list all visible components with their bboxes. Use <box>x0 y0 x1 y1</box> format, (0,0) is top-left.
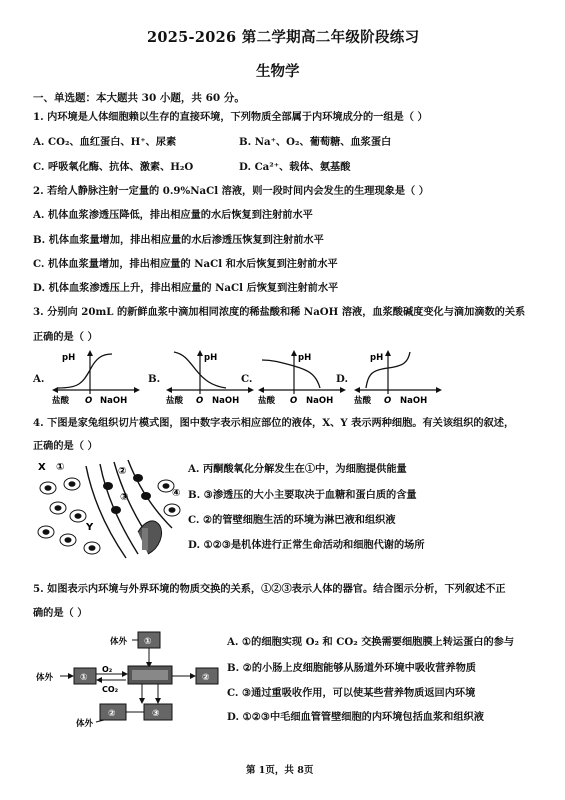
subject-title: 生物学 <box>256 63 300 80</box>
q1-stem: 1. 内环境是人体细胞赖以生存的直接环境，下列物质全部属于内环境成分的一组是（ ） <box>33 111 428 123</box>
q5-option-d: D. ①②③中毛细血管管壁细胞的内环境包括血浆和组织液 <box>227 711 484 723</box>
q3-graph-a-ylabel: pH <box>62 353 76 363</box>
q3-graph-b-origin: O <box>196 396 204 406</box>
q3-graph-b-left-label: 盐酸 <box>166 396 184 406</box>
q3-graph-a-letter: A. <box>33 373 45 385</box>
q3-graph-d-letter: D. <box>336 373 349 385</box>
q3-graph-b-letter: B. <box>148 373 161 385</box>
q3-graph-d-left-label: 盐酸 <box>354 396 372 406</box>
q3-stem-line1: 3. 分别向 20mL 的新鲜血浆中滴加相同浓度的稀盐酸和稀 NaOH 溶液，血浆酸碱度变化与滴加滴数的关系 <box>33 306 526 318</box>
q5-organ-top-label: ① <box>144 637 152 647</box>
q5-co2-label: CO₂ <box>102 685 119 694</box>
q4-tissue-diagram <box>34 456 184 560</box>
q3-graph-c-curve <box>262 360 320 388</box>
q2-stem: 2. 若给人静脉注射一定量的 0.9%NaCl 溶液，则一段时间内会发生的生理现象是（ ） <box>33 185 429 197</box>
q5-outside-top: 体外 <box>110 637 128 647</box>
q1-option-b: B. Na⁺、O₂、葡萄糖、血浆蛋白 <box>239 136 392 148</box>
q4-label-4: ④ <box>172 488 181 499</box>
q3-graph-d-right-label: NaOH <box>400 396 428 406</box>
q2-option-d: D. 机体血浆渗透压上升，排出相应量的 NaCl 后恢复到注射前水平 <box>33 282 339 294</box>
q3-graph-c <box>258 348 349 406</box>
q4-label-y: Y <box>86 522 94 533</box>
q4-option-d: D. ①②③是机体进行正常生命活动和细胞代谢的场所 <box>188 539 425 551</box>
q1-option-a: A. CO₂、血红蛋白、H⁺、尿素 <box>33 136 177 148</box>
q2-option-b: B. 机体血浆量增加，排出相应量的水后渗透压恢复到注射前水平 <box>33 234 324 246</box>
q5-outside-bottom: 体外 <box>76 719 94 728</box>
q5-organ-left-label: ① <box>80 673 88 683</box>
q5-organ-bottom-left-label: ② <box>108 709 116 719</box>
q2-option-a: A. 机体血浆渗透压降低，排出相应量的水后恢复到注射前水平 <box>33 209 313 221</box>
q4-option-c: C. ②的管壁细胞生活的环境为淋巴液和组织液 <box>188 514 396 526</box>
q4-option-a: A. 丙酮酸氧化分解发生在①中，为细胞提供能量 <box>188 463 407 475</box>
q5-stem-line2: 确的是（ ） <box>33 607 88 619</box>
q3-graph-a-left-label: 盐酸 <box>52 396 70 406</box>
q4-label-3: ③ <box>120 492 129 503</box>
q1-option-c: C. 呼吸氧化酶、抗体、激素、H₂O <box>33 161 194 173</box>
q3-graph-d <box>354 348 442 406</box>
q4-option-b: B. ③渗透压的大小主要取决于血糖和蛋白质的含量 <box>188 489 417 501</box>
q3-graph-a <box>52 348 140 406</box>
q4-stem-line2: 正确的是（ ） <box>33 440 98 452</box>
q3-graph-a-origin: O <box>85 396 93 406</box>
q3-graph-b-ylabel: pH <box>204 353 218 363</box>
q5-option-a: A. ①的细胞实现 O₂ 和 CO₂ 交换需要细胞膜上转运蛋白的参与 <box>227 636 515 648</box>
q3-graph-a-right-label: NaOH <box>100 396 128 406</box>
section-heading: 一、单选题：本大题共 30 小题，共 60 分。 <box>33 92 245 104</box>
q3-graph-c-origin: O <box>290 396 298 406</box>
q3-graph-c-left-label: 盐酸 <box>258 396 276 406</box>
exam-title: 2025-2026 第二学期高二年级阶段练习 <box>147 29 420 46</box>
q4-stem-line1: 4. 下图是家兔组织切片模式图，图中数字表示相应部位的液体，X、Y 表示两种细胞。有关该组织的叙述， <box>33 417 515 429</box>
q3-graph-b-right-label: NaOH <box>212 396 240 406</box>
q5-stem-line1: 5. 如图表示内环境与外界环境的物质交换的关系，①②③表示人体的器官。结合图示分析，下列叙述不正 <box>33 583 506 595</box>
q5-option-b: B. ②的小肠上皮细胞能够从肠道外环境中吸收营养物质 <box>227 662 476 674</box>
q4-label-2: ② <box>118 466 127 477</box>
q3-graph-d-ylabel: pH <box>370 353 384 363</box>
q5-organ-bottom-right-label: ③ <box>152 709 160 719</box>
q1-option-d: D. Ca²⁺、载体、氨基酸 <box>239 161 351 173</box>
q5-o2-label: O₂ <box>102 665 113 674</box>
q5-option-c: C. ③通过重吸收作用，可以使某些营养物质返回内环境 <box>227 687 476 699</box>
q5-organ-right-label: ② <box>202 673 210 683</box>
q3-graph-c-right-label: NaOH <box>306 396 334 406</box>
q4-label-1: ① <box>56 462 65 473</box>
q3-graph-c-ylabel: pH <box>298 353 312 363</box>
page-footer: 第 1页，共 8页 <box>246 765 314 776</box>
q3-stem-line2: 正确的是（ ） <box>33 331 98 343</box>
q2-option-c: C. 机体血浆量增加，排出相应量的 NaCl 和水后恢复到注射前水平 <box>33 258 338 270</box>
q4-label-x: X <box>38 462 46 473</box>
q3-graph-c-letter: C. <box>241 373 253 385</box>
q5-outside-left: 体外 <box>36 673 54 683</box>
q5-exchange-diagram <box>34 628 220 728</box>
q3-graph-d-origin: O <box>384 396 392 406</box>
